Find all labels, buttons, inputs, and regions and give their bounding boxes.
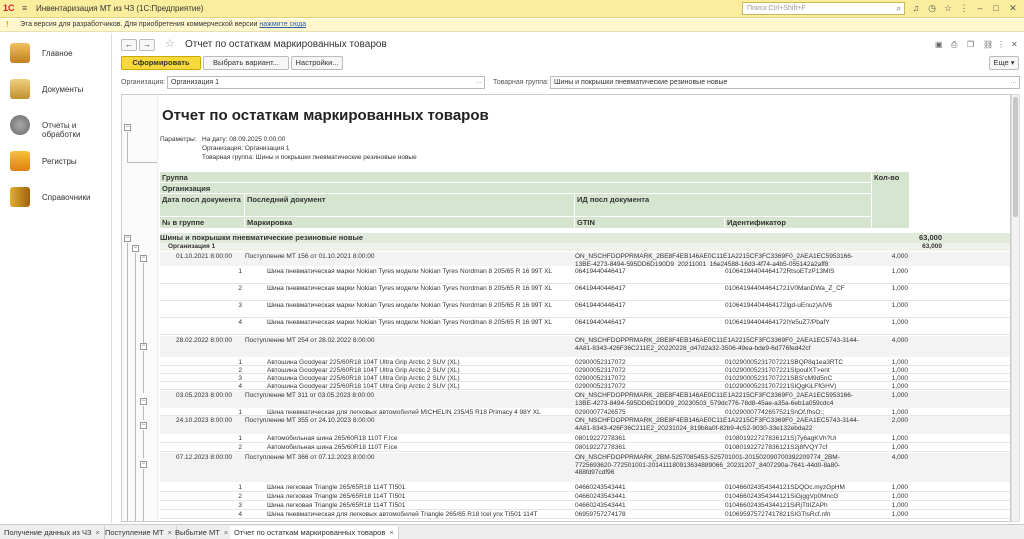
header-number: № в группе — [160, 217, 245, 229]
select-dots-icon[interactable]: … — [475, 78, 482, 85]
row-gtin: 06419440446417 — [575, 268, 626, 275]
header-last-document: Последний документ — [245, 194, 575, 217]
warning-icon: ! — [6, 20, 9, 29]
notice-text: Эта версия для разработчиков. Для приобретения коммерческой версии — [20, 21, 258, 28]
close-tab-icon[interactable]: × — [95, 528, 100, 537]
row-number: 2 — [238, 367, 242, 374]
search-icon: ⌕ — [896, 4, 901, 13]
documents-icon — [10, 79, 30, 99]
doc-qty: 1,000 — [891, 392, 908, 399]
purchase-link[interactable]: нажмите сюда — [259, 21, 307, 28]
header-organization: Организация — [160, 183, 872, 194]
history-icon[interactable]: ◷ — [928, 3, 936, 13]
tab-disposal[interactable] — [171, 526, 233, 539]
global-search-input[interactable] — [742, 2, 905, 15]
header-date: Дата посл документа — [160, 194, 245, 217]
organization-name: Организация 1 — [168, 243, 216, 250]
row-marking: Шина пневматическая марки Nokian Tyres модели Nokian Tyres Nordman 8 205/65 R 16 99T XL — [267, 319, 553, 326]
header-group: Группа — [160, 172, 872, 183]
tab-stock-report[interactable] — [230, 526, 399, 539]
row-identifier: 010801922727836121S)7y6agKVh?Ui — [725, 435, 837, 442]
star-icon[interactable]: ☆ — [943, 3, 953, 13]
doc-name: Поступление МТ 355 от 24.10.2023 8:00:00 — [245, 417, 375, 424]
doc-date: 28.02.2022 8:00:00 — [176, 337, 233, 344]
search-placeholder: Поиск Ctrl+Shift+F — [747, 5, 806, 12]
doc-name: Поступление МТ 156 от 01.10.2021 8:00:00 — [245, 253, 375, 260]
header-marking: Маркировка — [245, 217, 575, 229]
row-marking: Шина пневматическая для легковых автомобилей Triangle 265/65 R18 Icel ynx TI501 114T — [267, 511, 538, 518]
collapse-toggle[interactable]: − — [141, 343, 146, 349]
row-number: 3 — [238, 302, 242, 309]
app-title: Инвентаризация МТ из ЧЗ (1С:Предприятие) — [36, 4, 204, 13]
row-gtin: 06419440446417 — [575, 319, 626, 326]
maximize-icon[interactable]: □ — [993, 3, 999, 13]
minimize-icon[interactable]: – — [977, 3, 983, 13]
report-spreadsheet[interactable] — [121, 94, 1011, 522]
gear-icon — [10, 115, 30, 135]
row-marking: Шина пневматическая марки Nokian Tyres модели Nokian Tyres Nordman 8 205/65 R 16 99T XL — [267, 302, 553, 309]
tab-label: Получение данных из ЧЗ — [4, 528, 92, 537]
row-identifier: 010290005231707221SBQP8q1ea3RTC — [725, 359, 844, 366]
collapse-toggle[interactable]: − — [141, 398, 146, 404]
sidebar-item-reports[interactable] — [0, 111, 112, 141]
product-group-field[interactable] — [550, 76, 1020, 89]
row-qty: 1,000 — [891, 319, 908, 326]
doc-date: 01.10.2021 8:00:00 — [176, 253, 233, 260]
sidebar-item-label: Отчеты и обработки — [42, 121, 81, 139]
row-qty: 1,000 — [891, 383, 908, 390]
collapse-toggle[interactable]: − — [141, 255, 146, 261]
row-marking: Шина пневматическая для легковых автомобилей MICHELIN 235/45 R18 Primacy 4 98Y XL — [267, 409, 541, 416]
main-menu-icon[interactable]: ≡ — [22, 3, 28, 13]
organization-value: Организация 1 — [171, 79, 220, 86]
doc-id: ON_NSCHFDOPPRMARK_2BE8F4EB146AE0C11E1A2215CF3FC3369F0_2AEA1EC5743-3144-4A81-8343-426F36C211E2_20220228_d47d2a32-3506-49ea-bde9-6d776fed42cf — [575, 337, 859, 352]
tab-label: Поступление МТ — [105, 528, 164, 537]
group-row — [160, 233, 1010, 243]
param-product-group: Товарная группа: Шины и покрышки пневматические резиновые новые — [202, 154, 417, 161]
row-number: 1 — [238, 435, 242, 442]
row-number: 2 — [238, 493, 242, 500]
more-button-label: Еще — [993, 58, 1009, 67]
sidebar-item-label: Справочники — [42, 193, 91, 202]
app-logo: 1С — [3, 3, 15, 13]
header-gtin: GTIN — [575, 217, 725, 229]
row-identifier: 010290007742657521SnOf.fhsO:; — [725, 409, 825, 416]
row-identifier: 010695975727417821SIGTlsRcf.nfn — [725, 511, 831, 518]
menu-dots-icon[interactable]: ⋮ — [959, 3, 969, 13]
doc-qty: 4,000 — [891, 337, 908, 344]
row-number: 1 — [238, 484, 242, 491]
row-identifier: 010290005231707221SBS'cM9d5nC — [725, 375, 833, 382]
row-number: 3 — [238, 375, 242, 382]
row-qty: 1,000 — [891, 285, 908, 292]
row-qty: 1,000 — [891, 359, 908, 366]
favorite-star-icon[interactable]: ☆ — [165, 38, 175, 50]
doc-qty: 4,000 — [891, 253, 908, 260]
param-date: На дату: 08.09.2025 0:00:00 — [202, 136, 286, 143]
param-organization: Организация: Организация 1 — [202, 145, 290, 152]
title-bar — [0, 0, 1024, 18]
collapse-toggle[interactable]: − — [141, 461, 146, 467]
group-qty: 63,000 — [919, 233, 942, 242]
collapse-toggle[interactable]: − — [141, 422, 146, 428]
copy-icon[interactable]: ❐ — [967, 40, 975, 49]
report-form — [113, 33, 1024, 523]
tab-receive-data[interactable] — [0, 526, 105, 539]
doc-qty: 2,000 — [891, 417, 908, 424]
row-number: 3 — [238, 502, 242, 509]
row-marking: Автошина Goodyear 225/60R18 104T Ultra Grip Arctic 2 SUV (XL) — [267, 359, 460, 366]
save-icon[interactable]: ▣ — [935, 40, 943, 49]
row-gtin: 06419440446417 — [575, 302, 626, 309]
row-number: 2 — [238, 444, 242, 451]
row-gtin: 06959757274178 — [575, 511, 626, 518]
row-gtin: 08019227278361 — [575, 435, 626, 442]
group-name: Шины и покрышки пневматические резиновые новые — [160, 233, 364, 242]
row-identifier: 01064194404464172RtsoETzP13MIS — [725, 268, 835, 275]
sections-panel — [0, 33, 112, 523]
sidebar-item-label: Регистры — [42, 157, 77, 166]
close-form-icon[interactable]: ✕ — [1011, 40, 1018, 49]
header-qty: Кол-во — [872, 172, 910, 229]
row-number: 1 — [238, 268, 242, 275]
product-group-label: Товарная группа: — [493, 79, 549, 86]
close-tab-icon[interactable]: × — [223, 528, 229, 537]
row-marking: Шина легковая Triangle 265/65R18 114T TI501 — [267, 502, 406, 509]
select-dots-icon[interactable]: … — [1010, 78, 1017, 85]
row-identifier: 010466024354344121SiRjTtIIZAPh — [725, 502, 828, 509]
doc-id: ON_NSCHFDOPPRMARK_2BM-5257085453-525701001-201502090700392209774_2BM-7725693620-772501001-201411180913634889066_20231207_8407290a-7641-44d0-8a80-488fd97cdf96 — [575, 454, 841, 476]
row-qty: 1,000 — [891, 375, 908, 382]
row-marking: Шина легковая Triangle 265/65R18 114T TI501 — [267, 484, 406, 491]
row-qty: 1,000 — [891, 435, 908, 442]
row-number: 4 — [238, 383, 242, 390]
row-number: 4 — [238, 511, 242, 518]
row-marking: Автомобильная шина 265/60R18 110T F.Ice — [267, 435, 398, 442]
header-id-document: ИД посл документа — [575, 194, 872, 217]
row-gtin: 02900052317072 — [575, 375, 626, 382]
doc-name: Поступление МТ 366 от 07.12.2023 8:00:00 — [245, 454, 375, 461]
doc-id: ON_NSCHFDOPPRMARK_2BE8F4EB146AE0C11E1A2215CF3FC3369F0_2AEA1EC5953166-13BE-4273-8494-595DD6D190D9_20230503_579dc776-78d8-45ae-a35a-6eb1a059cdc4 — [575, 392, 854, 407]
sidebar-item-documents[interactable] — [0, 75, 112, 105]
collapse-toggle[interactable]: − — [133, 245, 138, 251]
collapse-toggle[interactable]: − — [125, 235, 130, 241]
tab-label: Отчет по остаткам маркированных товаров — [234, 528, 386, 537]
doc-name: Поступление МТ 254 от 28.02.2022 8:00:00 — [245, 337, 375, 344]
row-gtin: 06419440446417 — [575, 285, 626, 292]
row-number: 1 — [238, 409, 242, 416]
row-qty: 1,000 — [891, 367, 908, 374]
row-identifier: 010641944044641721V0ManDWa_Z_CF — [725, 285, 845, 292]
row-marking: Автошина Goodyear 225/60R18 104T Ultra Grip Arctic 2 SUV (XL) — [267, 375, 460, 382]
row-marking: Шина легковая Triangle 265/65R18 114T TI501 — [267, 493, 406, 500]
grouping-tree — [122, 95, 158, 522]
catalogs-icon — [10, 187, 30, 207]
row-qty: 1,000 — [891, 502, 908, 509]
row-qty: 1,000 — [891, 444, 908, 451]
select-variant-button[interactable]: Выбрать вариант... — [203, 56, 289, 70]
row-qty: 1,000 — [891, 409, 908, 416]
sidebar-item-label: Документы — [42, 85, 84, 94]
more-button[interactable]: Еще ▾ — [989, 56, 1019, 70]
back-button[interactable]: ← — [121, 39, 137, 51]
header-identifier: Идентификатор — [725, 217, 872, 229]
row-gtin: 04660243543441 — [575, 484, 626, 491]
row-gtin: 02900052317072 — [575, 367, 626, 374]
vertical-scrollbar[interactable] — [1011, 94, 1020, 522]
row-number: 4 — [238, 319, 242, 326]
sidebar-item-registers[interactable] — [0, 147, 112, 177]
row-identifier: 010466024354344121SiGjggVp0MncG — [725, 493, 839, 500]
row-gtin: 04660243543441 — [575, 493, 626, 500]
bell-icon[interactable]: ♫ — [912, 3, 920, 13]
row-qty: 1,000 — [891, 268, 908, 275]
row-identifier: 01064194404464172lgd-uEnuz)AIV6 — [725, 302, 832, 309]
row-gtin: 02900052317072 — [575, 383, 626, 390]
row-identifier: 010466024354344121SDQOc.myzGpHM — [725, 484, 845, 491]
row-qty: 1,000 — [891, 493, 908, 500]
row-identifier: 01064194404464172lYe5uZ7/PbafY — [725, 319, 830, 326]
settings-button[interactable]: Настройки... — [291, 56, 343, 70]
organization-row — [160, 243, 1010, 251]
row-qty: 1,000 — [891, 511, 908, 518]
form-title: Отчет по остаткам маркированных товаров — [185, 39, 387, 50]
close-tab-icon[interactable]: × — [389, 528, 394, 537]
doc-qty: 4,000 — [891, 454, 908, 461]
organization-label: Организация: — [121, 79, 166, 86]
scrollbar-thumb[interactable] — [1013, 97, 1018, 217]
row-identifier: 010290005231707221SIQgKiLFfGHV) — [725, 383, 837, 390]
organization-field[interactable] — [167, 76, 485, 89]
doc-date: 07.12.2023 8:00:00 — [176, 454, 233, 461]
collapse-toggle[interactable]: − — [125, 124, 130, 130]
doc-name: Поступление МТ 311 от 03.05.2023 8:00:00 — [245, 392, 375, 399]
product-group-value: Шины и покрышки пневматические резиновые новые — [554, 79, 728, 86]
sidebar-item-main[interactable] — [0, 39, 112, 69]
print-icon[interactable]: ⎙ — [951, 40, 958, 49]
doc-date: 24.10.2023 8:00:00 — [176, 417, 233, 424]
doc-id: ON_NSCHFDOPPRMARK_2BE8F4EB146AE0C11E1A2215CF3FC3369F0_2AEA1EC5743-3144-4A81-8343-426F36C211E2_20231024_819b8a0f-82b9-4c52-9030-33e132ebda22 — [575, 417, 859, 432]
sidebar-item-label: Главное — [42, 49, 73, 58]
developer-notice — [0, 19, 1024, 32]
row-number: 2 — [238, 285, 242, 292]
doc-id: ON_NSCHFDOPPRMARK_2BE8F4EB146AE0C11E1A2215CF3FC3369F0_2AEA1EC5953166-13BE-4273-8494-595DD6D190D9_20211001_16e24588-16d3-4f74-a4b5-055142a2aff8 — [575, 253, 854, 267]
row-qty: 1,000 — [891, 302, 908, 309]
row-marking: Автошина Goodyear 225/60R18 104T Ultra Grip Arctic 2 SUV (XL) — [267, 383, 460, 390]
close-icon[interactable]: ✕ — [1009, 3, 1017, 13]
generate-button[interactable]: Сформировать — [121, 56, 201, 70]
registers-icon — [10, 151, 30, 171]
row-marking: Шина пневматическая марки Nokian Tyres модели Nokian Tyres Nordman 8 205/65 R 16 99T XL — [267, 268, 553, 275]
sidebar-item-catalogs[interactable] — [0, 183, 112, 213]
tab-receipt[interactable] — [101, 526, 177, 539]
more-icon[interactable]: ⋮ — [997, 40, 1005, 49]
report-title: Отчет по остаткам маркированных товаров — [162, 107, 489, 124]
link-icon[interactable]: ⛓ — [983, 40, 994, 49]
row-gtin: 02900077426575 — [575, 409, 626, 416]
row-qty: 1,000 — [891, 484, 908, 491]
row-gtin: 08019227278361 — [575, 444, 626, 451]
close-tab-icon[interactable]: × — [167, 528, 172, 537]
forward-button[interactable]: → — [139, 39, 155, 51]
open-windows-bar — [0, 524, 1024, 539]
doc-date: 03.05.2023 8:00:00 — [176, 392, 233, 399]
row-gtin: 02900052317072 — [575, 359, 626, 366]
row-marking: Автошина Goodyear 225/60R18 104T Ultra Grip Arctic 2 SUV (XL) — [267, 367, 460, 374]
home-icon — [10, 43, 30, 63]
row-marking: Шина пневматическая марки Nokian Tyres модели Nokian Tyres Nordman 8 205/65 R 16 99T XL — [267, 285, 553, 292]
row-identifier: 010801922727836121S2j8fVQY7cf — [725, 444, 828, 451]
params-label: Параметры: — [160, 136, 197, 143]
tab-label: Выбытие МТ — [175, 528, 220, 537]
row-marking: Автомобильная шина 265/60R18 110T F.Ice — [267, 444, 398, 451]
row-identifier: 010290005231707221SIpoulXT>ent — [725, 367, 830, 374]
organization-qty: 63,000 — [922, 243, 942, 250]
row-gtin: 04660243543441 — [575, 502, 626, 509]
row-number: 1 — [238, 359, 242, 366]
